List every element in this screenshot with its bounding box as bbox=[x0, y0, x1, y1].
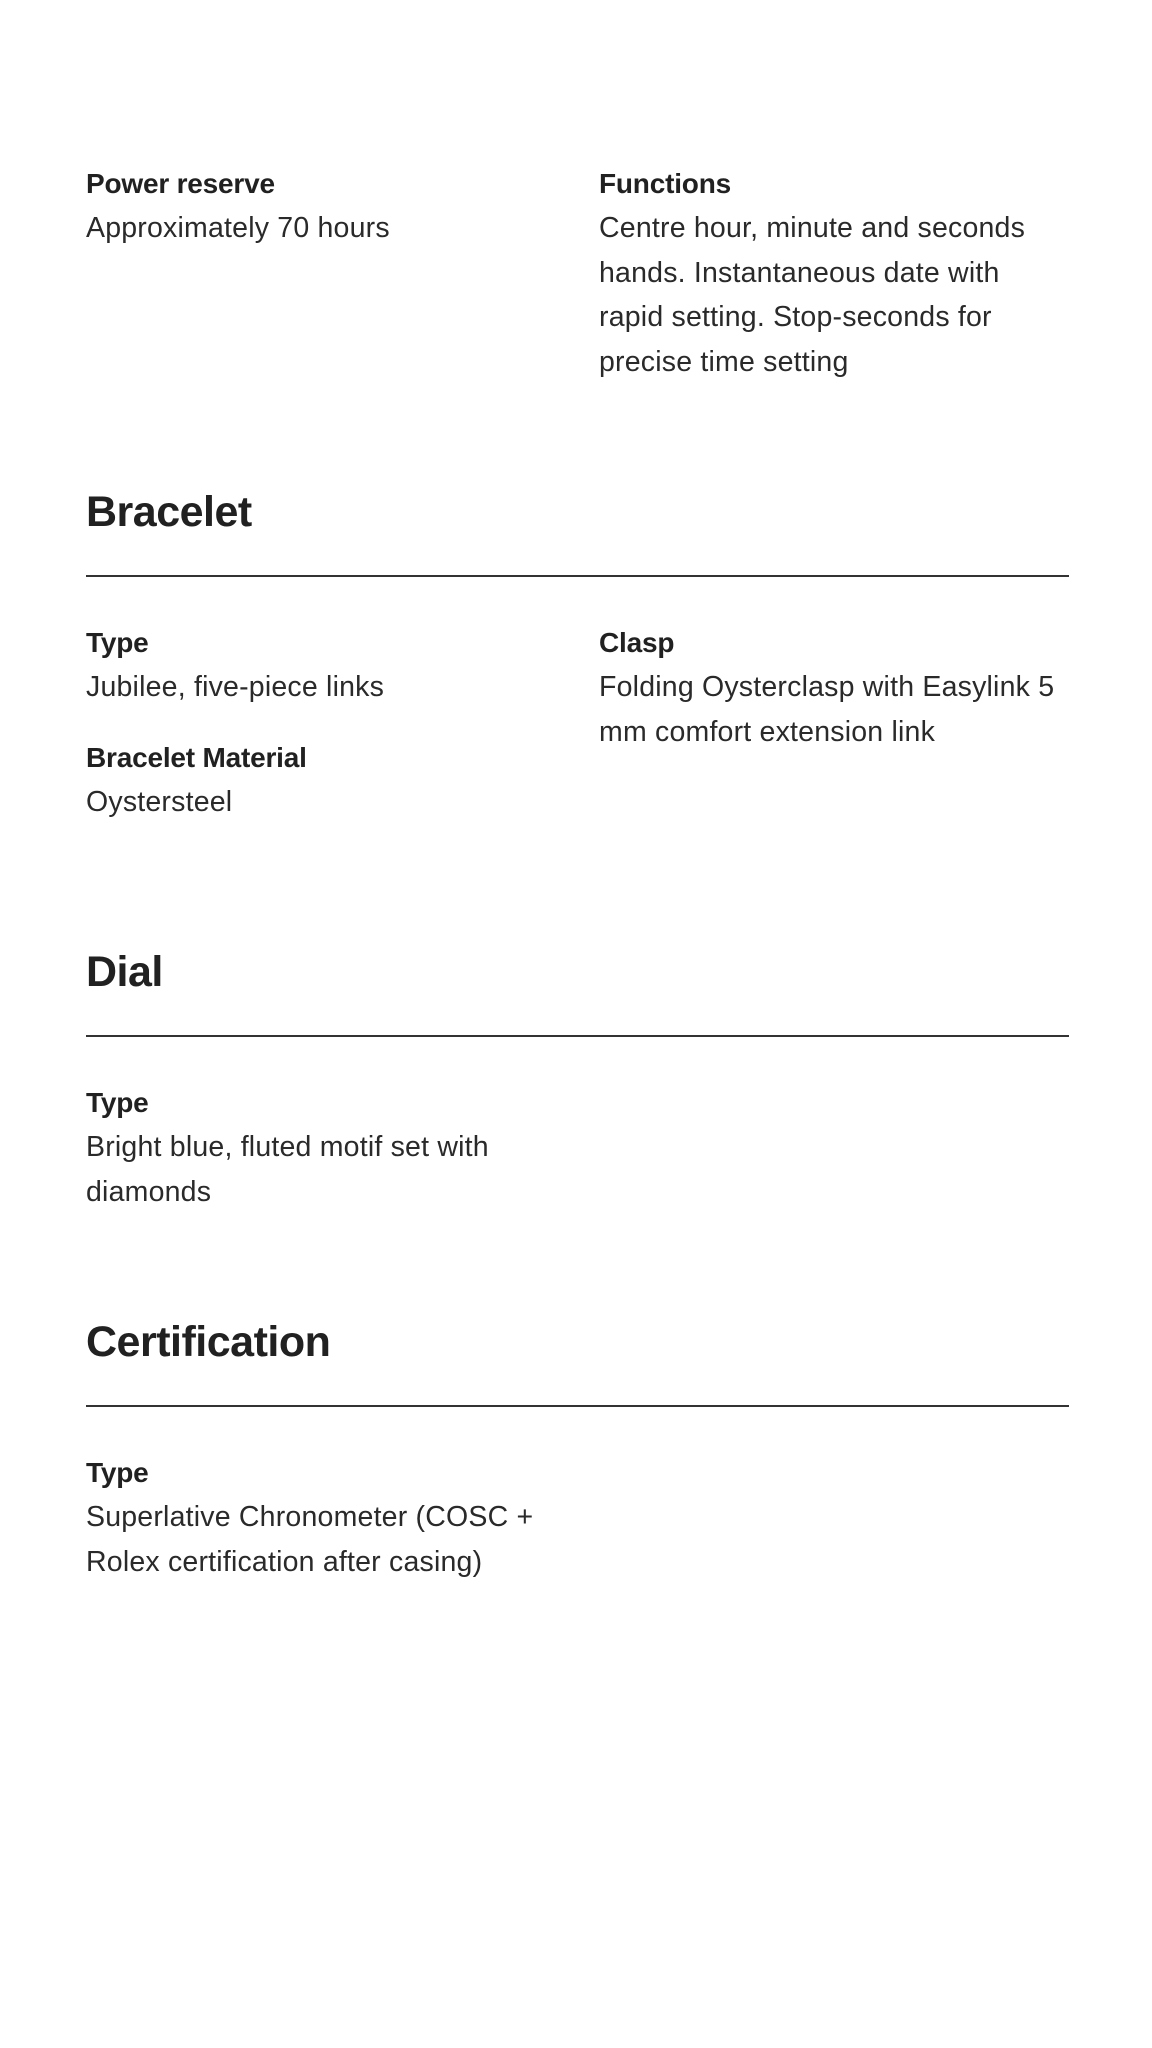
dial-left-column bbox=[86, 1081, 546, 1214]
spec-value: Bright blue, fluted motif set with diamonds bbox=[86, 1131, 489, 1208]
spec-label: Type bbox=[86, 627, 149, 658]
movement-left-column bbox=[86, 162, 546, 251]
spec-functions bbox=[599, 162, 1059, 384]
spec-bracelet-material bbox=[86, 736, 546, 825]
spec-label: Functions bbox=[599, 168, 731, 199]
spec-value: Folding Oysterclasp with Easylink 5 mm comfort extension link bbox=[599, 671, 1055, 748]
spec-label: Power reserve bbox=[86, 168, 275, 199]
spec-bracelet-type bbox=[86, 621, 546, 710]
spec-label: Bracelet Material bbox=[86, 741, 307, 773]
section-divider bbox=[86, 1035, 1069, 1037]
spec-label: Type bbox=[86, 1087, 149, 1118]
spec-value: Centre hour, minute and seconds hands. Instantaneous date with rapid setting. Stop-seconds for precise time setting bbox=[599, 212, 1026, 378]
bracelet-left-column bbox=[86, 621, 546, 824]
spec-power-reserve bbox=[86, 162, 546, 251]
section-title-certification: Certification bbox=[86, 1318, 331, 1366]
spec-certification-type bbox=[86, 1451, 546, 1584]
bracelet-right-column bbox=[599, 621, 1059, 754]
spec-value: Approximately 70 hours bbox=[86, 212, 390, 244]
spec-clasp bbox=[599, 621, 1059, 754]
spec-dial-type bbox=[86, 1081, 546, 1214]
spec-value: Superlative Chronometer (COSC + Rolex certification after casing) bbox=[86, 1501, 534, 1578]
movement-right-column bbox=[599, 162, 1059, 384]
section-divider bbox=[86, 575, 1069, 577]
spec-value: Jubilee, five-piece links bbox=[86, 671, 385, 703]
certification-left-column bbox=[86, 1451, 546, 1584]
section-title-dial: Dial bbox=[86, 948, 163, 996]
spec-label: Clasp bbox=[599, 627, 675, 658]
spec-label: Type bbox=[86, 1457, 149, 1488]
section-title-bracelet: Bracelet bbox=[86, 488, 252, 536]
section-divider bbox=[86, 1405, 1069, 1407]
spec-value: Oystersteel bbox=[86, 785, 233, 818]
